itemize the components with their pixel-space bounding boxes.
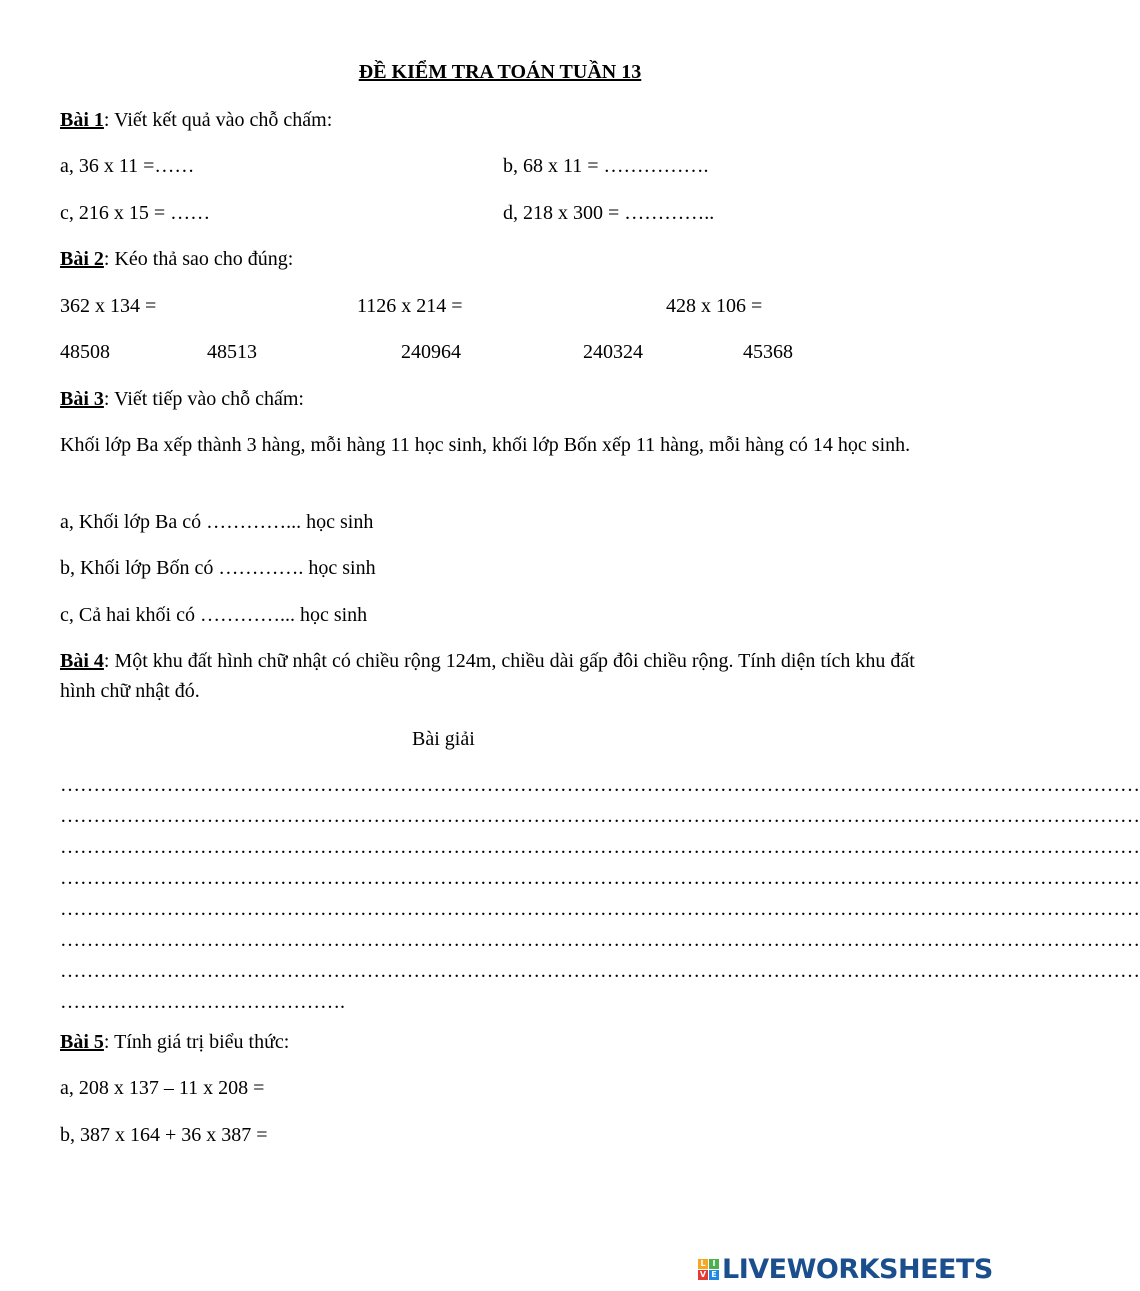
bai2-answer-5[interactable]: 45368 <box>743 341 793 363</box>
bai1-item-c[interactable]: c, 216 x 15 = …… <box>60 202 211 224</box>
bai2-expression-3[interactable]: 428 x 106 = <box>666 295 763 317</box>
bai4-label: Bài 4 <box>60 650 104 672</box>
bai2-prompt: : Kéo thả sao cho đúng: <box>103 248 294 270</box>
logo-mark-l: L <box>698 1259 708 1269</box>
bai2-answer-4[interactable]: 240324 <box>583 341 643 363</box>
bai4-heading <box>60 646 930 706</box>
answer-line[interactable]: ……………………………………………………………………………………………………………………………………………… <box>60 898 1140 920</box>
bai1-item-b[interactable]: b, 68 x 11 = ……………. <box>503 155 709 177</box>
answer-line[interactable]: ……………………………………………………………………………………………………………………………………………… <box>60 836 1140 858</box>
bai5-item-b[interactable]: b, 387 x 164 + 36 x 387 = <box>60 1124 268 1146</box>
bai5-prompt: : Tính giá trị biểu thức: <box>103 1031 290 1053</box>
answer-line[interactable]: ……………………………………………………………………………………………………………………………………………… <box>60 960 1140 982</box>
bai2-heading <box>60 247 293 271</box>
bai5-item-a[interactable]: a, 208 x 137 – 11 x 208 = <box>60 1077 265 1099</box>
bai1-item-a[interactable]: a, 36 x 11 =…… <box>60 155 195 177</box>
answer-line[interactable]: ……………………………………………………………………………………………………………………………………………… <box>60 929 1140 951</box>
bai1-item-d[interactable]: d, 218 x 300 = ………….. <box>503 202 715 224</box>
bai1-heading <box>60 108 332 132</box>
bai1-label: Bài 1 <box>60 109 104 131</box>
bai3-label: Bài 3 <box>60 388 104 410</box>
bai2-label: Bài 2 <box>60 248 104 270</box>
bai2-answer-2[interactable]: 48513 <box>207 341 257 363</box>
logo-mark-e: E <box>709 1270 719 1280</box>
bai1-prompt: : Viết kết quả vào chỗ chấm: <box>103 109 333 131</box>
liveworksheets-logo-mark <box>698 1259 719 1280</box>
bai5-heading <box>60 1030 289 1054</box>
answer-line[interactable]: ……………………………………………………………………………………………………………………………………………… <box>60 805 1140 827</box>
bai4-prompt: : Một khu đất hình chữ nhật có chiều rộng 124m, chiều dài gấp đôi chiều rộng. Tính diện tích khu đất hình chữ nhật đó. <box>60 650 915 702</box>
bai2-answer-1[interactable]: 48508 <box>60 341 110 363</box>
bai3-item-c[interactable]: c, Cả hai khối có …………... học sinh <box>60 604 368 626</box>
bai3-item-b[interactable]: b, Khối lớp Bốn có …………. học sinh <box>60 557 376 579</box>
answer-line[interactable]: ……………………………………………………………………………………………………………………………………………… <box>60 867 1140 889</box>
bai2-expression-2[interactable]: 1126 x 214 = <box>357 295 463 317</box>
bai2-answer-3[interactable]: 240964 <box>401 341 461 363</box>
bai2-expression-1[interactable]: 362 x 134 = <box>60 295 157 317</box>
bai3-text: Khối lớp Ba xếp thành 3 hàng, mỗi hàng 11 học sinh, khối lớp Bốn xếp 11 hàng, mỗi hàng có 14 học sinh. <box>60 434 911 456</box>
bai5-label: Bài 5 <box>60 1031 104 1053</box>
answer-line[interactable]: ……………………………………………………………………………………………………………………………………………… <box>60 774 1140 796</box>
answer-line[interactable]: ……………………………………. <box>60 991 345 1013</box>
bai3-item-a[interactable]: a, Khối lớp Ba có …………... học sinh <box>60 511 374 533</box>
bai3-heading <box>60 387 304 411</box>
bai4-solution-heading: Bài giải <box>412 728 475 750</box>
liveworksheets-logo <box>698 1254 993 1284</box>
bai3-prompt: : Viết tiếp vào chỗ chấm: <box>103 388 304 410</box>
logo-mark-i: I <box>709 1259 719 1269</box>
logo-mark-v: V <box>699 1269 707 1279</box>
worksheet-title: ĐỀ KIỂM TRA TOÁN TUẦN 13 <box>358 61 642 83</box>
liveworksheets-logo-text: LIVEWORKSHEETS <box>722 1253 993 1285</box>
